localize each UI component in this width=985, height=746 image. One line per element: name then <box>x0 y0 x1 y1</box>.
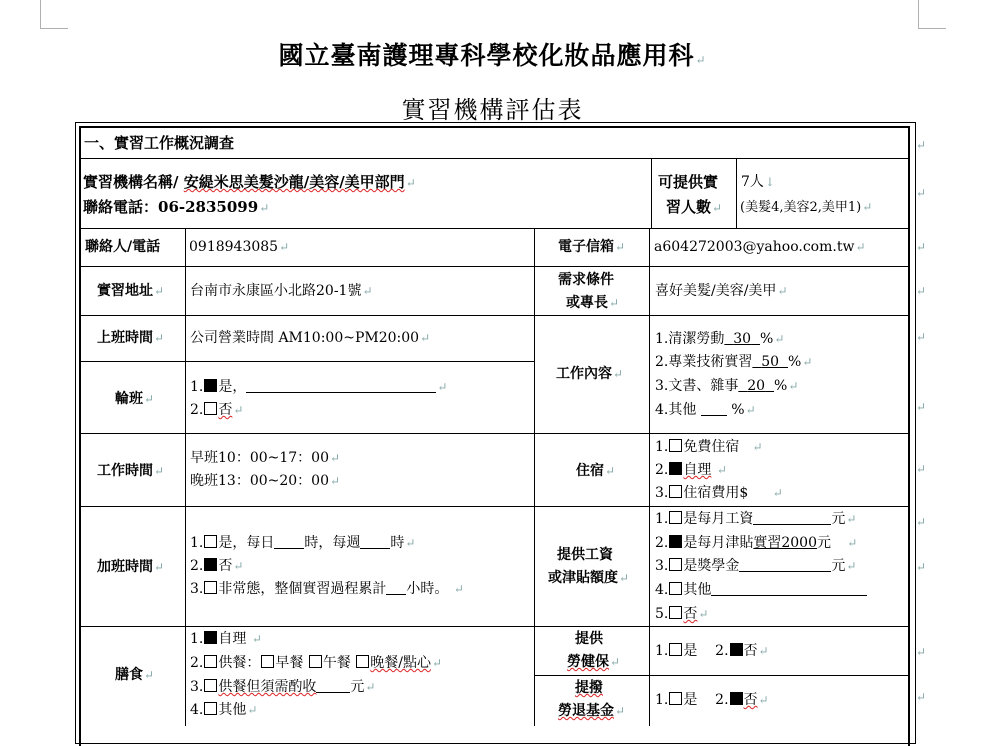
allowance-option: 4. 其他 <box>655 580 867 600</box>
checkbox[interactable] <box>309 655 322 668</box>
meals-option: 2. 供餐： 早餐 午餐 晚餐/點心↵ <box>190 655 443 671</box>
checkbox-checked[interactable] <box>730 643 743 656</box>
contact-value: 0918943085↵ <box>189 239 290 255</box>
job-content-label: 工作內容↵ <box>556 366 624 382</box>
col-divider <box>649 228 650 726</box>
address-value: 台南市永康區小北路20-1號↵ <box>190 283 373 299</box>
contact-label: 聯絡人/電話 <box>85 239 161 255</box>
insurance-options: 1. 是 2. 否↵ <box>655 643 769 659</box>
checkbox[interactable] <box>669 606 682 619</box>
job-content-item: 4.其他 %↵ <box>655 402 756 418</box>
row-end-mark: ↵ <box>916 138 927 152</box>
pension-label-2: 勞退基金↵ <box>558 703 626 719</box>
email-label: 電子信箱↵ <box>558 239 626 255</box>
crop-mark-left-h <box>40 28 68 29</box>
row-divider <box>81 626 909 627</box>
capacity-value: 7人↓ <box>741 174 775 190</box>
checkbox[interactable] <box>204 679 217 692</box>
allowance-option: 5. 否↵ <box>655 606 709 622</box>
job-content-item: 3.文書、雜事 20 %↵ <box>655 378 799 394</box>
checkbox-checked[interactable] <box>204 379 217 392</box>
pension-label-1: 提撥 <box>575 680 603 696</box>
lodging-option: 1. 免費住宿 ↵ <box>655 439 763 455</box>
overtime-option-3: 3. 非常態，整個實習過程累計 小時。 ↵ <box>190 581 464 597</box>
checkbox[interactable] <box>356 655 369 668</box>
meals-option: 4. 其他↵ <box>190 702 258 718</box>
address-label: 實習地址↵ <box>97 283 165 299</box>
requirement-label-1: 需求條件 <box>558 272 614 288</box>
shift-option-no: 2. 否↵ <box>190 402 244 418</box>
checkbox[interactable] <box>204 402 217 415</box>
requirement-label-2: 或專長↵ <box>566 295 620 311</box>
work-hours-label: 上班時間↵ <box>97 330 165 346</box>
row-end-mark: ↵ <box>916 560 927 574</box>
row-divider <box>534 675 909 676</box>
checkbox[interactable] <box>204 581 217 594</box>
capacity-label-2: 習人數↵ <box>666 198 723 216</box>
row-divider <box>81 315 909 316</box>
meals-option: 3. 供餐但須需酌收 元↵ <box>190 679 376 695</box>
org-name-row: 實習機構名稱/ 安緹米思美髮沙龍/美容/美甲部門↵ <box>83 173 416 191</box>
row-end-mark: ↵ <box>916 186 927 200</box>
capacity-detail: (美髮4,美容2,美甲1)↵ <box>740 200 873 215</box>
row-end-mark: ↵ <box>916 400 927 414</box>
job-content-item: 1.清潔勞動 30 %↵ <box>655 331 785 347</box>
overtime-option-2: 2. 否↵ <box>190 558 244 574</box>
checkbox[interactable] <box>669 485 682 498</box>
row-end-mark: ↵ <box>916 645 927 659</box>
overtime-option-1: 1. 是，每日 時，每週 時↵ <box>190 535 416 551</box>
row-end-mark: ↵ <box>916 515 927 529</box>
row-end-mark: ↵ <box>916 240 927 254</box>
allowance-option: 3. 是獎學金 元↵ <box>655 558 857 574</box>
checkbox-checked[interactable] <box>730 692 743 705</box>
checkbox[interactable] <box>669 511 682 524</box>
allowance-label-2: 或津貼額度↵ <box>548 570 630 586</box>
insurance-label-1: 提供 <box>575 631 603 647</box>
checkbox[interactable] <box>204 702 217 715</box>
crop-mark-right-h <box>918 28 946 29</box>
requirement-value: 喜好美髮/美容/美甲↵ <box>655 283 788 299</box>
col-divider <box>185 228 186 726</box>
checkbox[interactable] <box>669 692 682 705</box>
meals-option: 1. 自理 ↵ <box>190 631 262 647</box>
checkbox[interactable] <box>669 558 682 571</box>
checkbox[interactable] <box>669 643 682 656</box>
lodging-option: 2. 自理 ↵ <box>655 462 727 478</box>
checkbox[interactable] <box>261 655 274 668</box>
crop-mark-left <box>40 0 41 28</box>
row-end-mark: ↵ <box>916 330 927 344</box>
col-divider <box>534 228 535 726</box>
meals-label: 膳食↵ <box>115 667 155 683</box>
shift-label: 輪班↵ <box>115 391 155 407</box>
lodging-option: 3. 住宿費用$ ↵ <box>655 485 783 501</box>
row-end-mark: ↵ <box>916 462 927 476</box>
document-title: 國立臺南護理專科學校化妝品應用科↵ <box>278 41 707 70</box>
email-value: a604272003@yahoo.com.tw↵ <box>654 239 866 255</box>
checkbox-checked[interactable] <box>669 462 682 475</box>
allowance-option: 2. 是每月津貼實習2000元 ↵ <box>655 535 858 551</box>
lodging-label: 住宿↵ <box>576 463 616 479</box>
checkbox[interactable] <box>669 582 682 595</box>
capacity-label-1: 可提供實 <box>658 173 719 191</box>
row-divider <box>81 266 909 267</box>
allowance-label-1: 提供工資 <box>557 547 613 563</box>
checkbox-checked[interactable] <box>669 535 682 548</box>
document-subtitle: 實習機構評估表 <box>401 96 584 124</box>
row-divider <box>81 228 909 229</box>
row-end-mark: ↵ <box>916 690 927 704</box>
row-divider <box>81 158 909 159</box>
checkbox-checked[interactable] <box>204 558 217 571</box>
work-time-morning: 早班10：00~17：00↵ <box>190 450 341 466</box>
checkbox[interactable] <box>204 535 217 548</box>
row-end-mark: ↵ <box>916 284 927 298</box>
checkbox[interactable] <box>669 439 682 452</box>
row-divider <box>81 361 534 362</box>
checkbox-checked[interactable] <box>204 631 217 644</box>
allowance-option: 1. 是每月工資 元↵ <box>655 511 857 527</box>
col-divider <box>736 158 737 228</box>
section-heading: 一、實習工作概況調查 <box>84 134 235 152</box>
work-time-evening: 晚班13：00~20：00↵ <box>190 473 341 489</box>
work-hours-value: 公司營業時間 AM10:00~PM20:00↵ <box>190 330 431 346</box>
insurance-label-2: 勞健保↵ <box>567 654 621 670</box>
checkbox[interactable] <box>204 655 217 668</box>
row-divider <box>81 433 909 434</box>
crop-mark-right <box>918 0 919 28</box>
pension-options: 1. 是 2. 否↵ <box>655 692 769 708</box>
work-time-label: 工作時間↵ <box>97 463 165 479</box>
job-content-item: 2.專業技術實習 50 %↵ <box>655 354 813 370</box>
overtime-label: 加班時間↵ <box>97 559 165 575</box>
row-divider <box>81 506 909 507</box>
shift-option-yes: 1. 是， ↵ <box>190 379 448 395</box>
org-phone-row: 聯絡電話：06-2835099↵ <box>83 198 270 216</box>
col-divider <box>651 158 652 228</box>
